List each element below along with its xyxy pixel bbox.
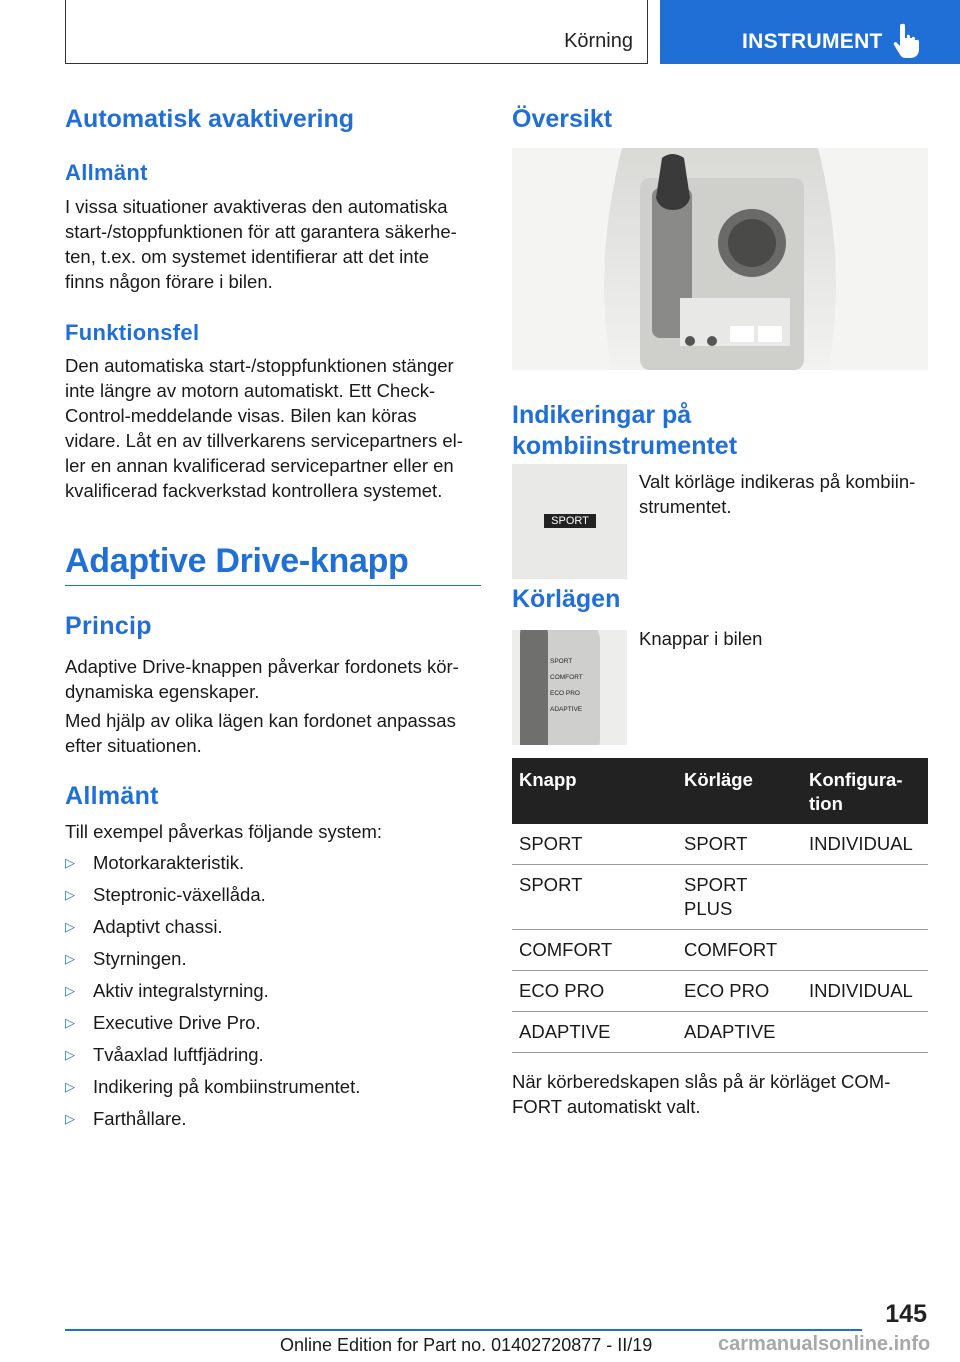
driving-modes-table xyxy=(512,758,928,1053)
heading-general-2: Allmänt xyxy=(65,782,159,810)
heading-principle: Princip xyxy=(65,612,152,640)
paragraph-cluster-indicators: Valt körläge indikeras på kombiin- strumentet. xyxy=(639,471,916,517)
list-item: ▷ Farthållare. xyxy=(65,1108,187,1129)
page-number: 145 xyxy=(885,1300,927,1328)
table-cell xyxy=(802,865,928,930)
header-chapter-tab[interactable] xyxy=(660,0,960,64)
table-row xyxy=(512,1012,928,1053)
triangle-bullet-icon: ▷ xyxy=(65,887,75,902)
triangle-bullet-icon: ▷ xyxy=(65,951,75,966)
header-chapter-label: INSTRUMENT xyxy=(742,30,883,53)
paragraph-principle-1: Adaptive Drive-knappen påverkar fordonets kör- dynamiska egenskaper. xyxy=(65,656,459,702)
triangle-bullet-icon: ▷ xyxy=(65,1079,75,1094)
table-cell: INDIVIDUAL xyxy=(802,971,928,1012)
table-cell: COMFORT xyxy=(677,930,802,971)
paragraph-principle-2: Med hjälp av olika lägen kan fordonet anpassas efter situationen. xyxy=(65,710,456,756)
paragraph-malfunction: Den automatiska start-/stoppfunktionen stänger inte längre av motorn automatiskt. Ett Check- Control-meddelande visas. Bilen kan köras vidare. Låt en av tillverkarens servicepartners el- ler en annan kvalificerad servicepartner eller en kvalificerad fackverkstad kontrollera systemet. xyxy=(65,355,463,501)
list-item: ▷ Steptronic-växellåda. xyxy=(65,884,266,905)
heading-adaptive-drive: Adaptive Drive-knapp xyxy=(65,542,409,580)
header-section-label: Körning xyxy=(564,30,633,52)
button-label: COMFORT xyxy=(550,674,583,681)
table-cell xyxy=(802,1012,928,1053)
table-cell: SPORT xyxy=(512,824,677,865)
table-cell xyxy=(802,930,928,971)
heading-driving-modes: Körlägen xyxy=(512,585,621,613)
triangle-bullet-icon: ▷ xyxy=(65,1047,75,1062)
column-header-configuration: Konfigura- tion xyxy=(802,758,928,824)
header-section-tab[interactable] xyxy=(65,0,648,64)
sport-display-label: SPORT xyxy=(544,514,596,528)
table-cell: ECO PRO xyxy=(677,971,802,1012)
heading-automatic-deactivation: Automatisk avaktivering xyxy=(65,105,354,133)
paragraph-after-table: När körberedskapen slås på är körläget COM- FORT automatiskt valt. xyxy=(512,1071,891,1117)
triangle-bullet-icon: ▷ xyxy=(65,1111,75,1126)
paragraph-driving-modes: Knappar i bilen xyxy=(639,628,763,649)
list-item: ▷ Styrningen. xyxy=(65,948,187,969)
table-cell: ECO PRO xyxy=(512,971,677,1012)
list-item: ▷ Aktiv integralstyrning. xyxy=(65,980,269,1001)
table-cell: ADAPTIVE xyxy=(512,1012,677,1053)
systems-list xyxy=(65,850,360,1138)
triangle-bullet-icon: ▷ xyxy=(65,983,75,998)
heading-malfunction: Funktionsfel xyxy=(65,320,200,345)
footer-watermark: carmanualsonline.info xyxy=(718,1333,931,1355)
column-header-button: Knapp xyxy=(512,758,677,824)
paragraph-general-2: Till exempel påverkas följande system: xyxy=(65,821,383,842)
paragraph-general-1: I vissa situationer avaktiveras den automatiska start-/stoppfunktionen för att garantera säkerhe- ten, t.ex. om systemet identifierar att det inte finns någon förare i bilen. xyxy=(65,196,457,292)
table-cell: INDIVIDUAL xyxy=(802,824,928,865)
table-cell: COMFORT xyxy=(512,930,677,971)
center-console-image xyxy=(512,148,928,370)
list-item: ▷ Indikering på kombiinstrumentet. xyxy=(65,1076,361,1097)
mode-buttons-image xyxy=(512,630,627,745)
table-row xyxy=(512,824,928,865)
button-label: SPORT xyxy=(550,658,573,665)
table-cell: ADAPTIVE xyxy=(677,1012,802,1053)
footer-edition: Online Edition for Part no. 01402720877 - II/19 xyxy=(280,1335,653,1355)
triangle-bullet-icon: ▷ xyxy=(65,1015,75,1030)
footer-line xyxy=(65,1329,862,1331)
triangle-bullet-icon: ▷ xyxy=(65,855,75,870)
pointing-hand-icon xyxy=(893,22,925,58)
heading-cluster-indicators: Indikeringar på kombiinstrumentet xyxy=(512,401,738,460)
sport-indicator-image xyxy=(512,464,627,579)
table-row xyxy=(512,865,928,930)
list-item: ▷ Adaptivt chassi. xyxy=(65,916,223,937)
table-cell: SPORT xyxy=(677,824,802,865)
list-item: ▷ Executive Drive Pro. xyxy=(65,1012,261,1033)
heading-overview: Översikt xyxy=(512,105,613,133)
heading-underline xyxy=(65,585,481,586)
button-label: ECO PRO xyxy=(550,690,580,697)
list-item: ▷ Tvåaxlad luftfjädring. xyxy=(65,1044,264,1065)
table-cell: SPORT PLUS xyxy=(677,865,802,930)
heading-general-1: Allmänt xyxy=(65,160,148,185)
table-cell: SPORT xyxy=(512,865,677,930)
button-label: ADAPTIVE xyxy=(550,706,583,713)
table-header-row xyxy=(512,758,928,824)
column-header-mode: Körläge xyxy=(677,758,802,824)
table-row xyxy=(512,971,928,1012)
list-item: ▷ Motorkarakteristik. xyxy=(65,852,245,873)
triangle-bullet-icon: ▷ xyxy=(65,919,75,934)
table-row xyxy=(512,930,928,971)
